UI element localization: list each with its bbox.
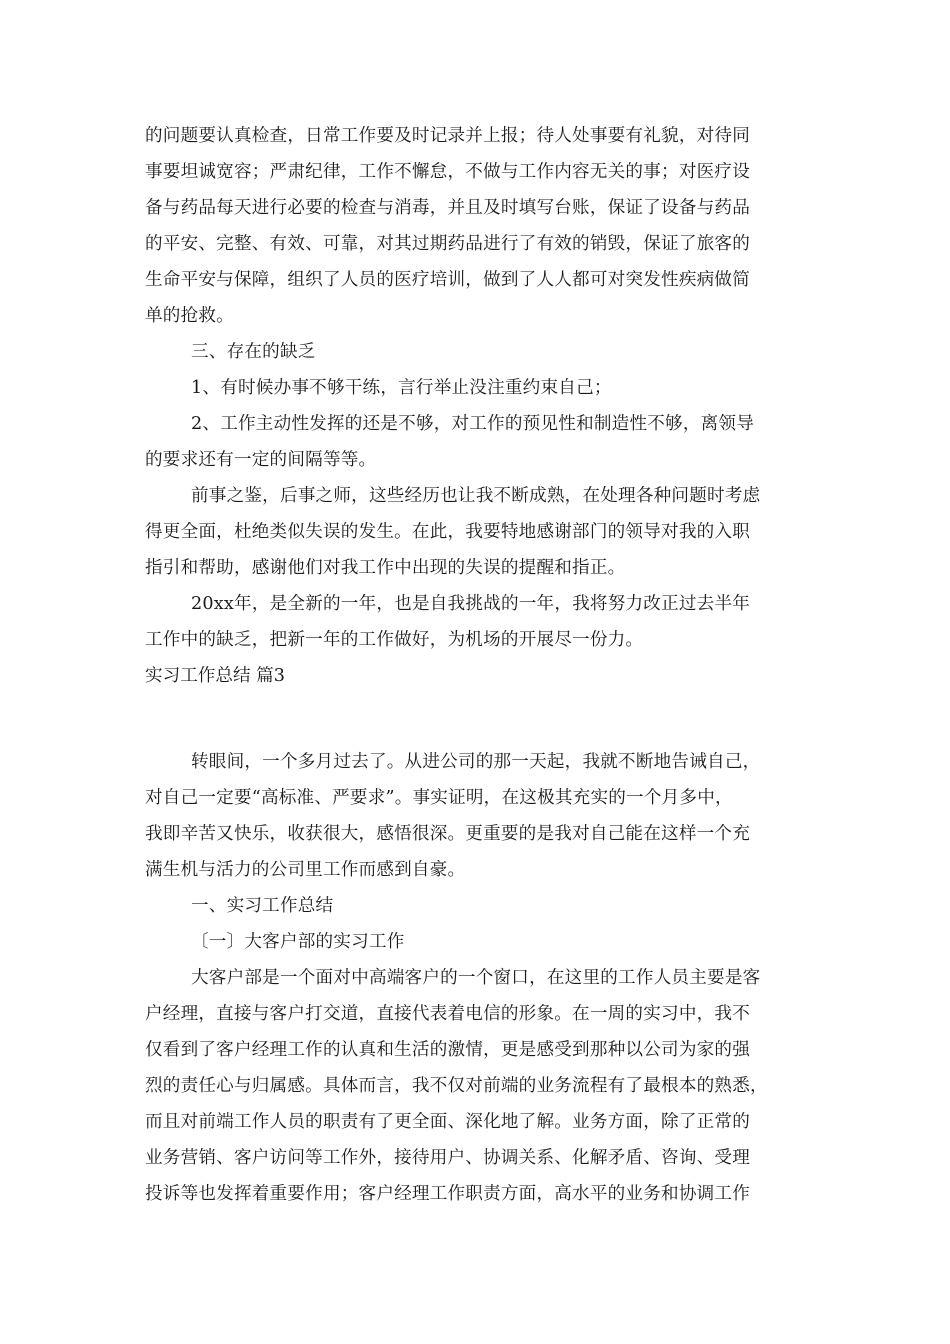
paragraph-line: 转眼间，一个多月过去了。从进公司的那一天起，我就不断地告诫自己， — [191, 752, 761, 772]
paragraph-line: 户经理，直接与客户打交道，直接代表着电信的形象。在一周的实习中，我不 — [145, 1004, 750, 1024]
list-item-continuation: 的要求还有一定的间隔等等。 — [145, 450, 377, 470]
article-title: 实习工作总结 篇3 — [145, 666, 285, 686]
paragraph-line: 业务营销、客户访问等工作外，接待用户、协调关系、化解矛盾、咨询、受理 — [145, 1148, 750, 1168]
list-item: 2、工作主动性发挥的还是不够，对工作的预见性和制造性不够，离领导 — [191, 414, 755, 434]
paragraph-line: 烈的责任心与归属感。具体而言，我不仅对前端的业务流程有了最根本的熟悉， — [145, 1076, 768, 1096]
section-heading: 一、实习工作总结 — [191, 896, 334, 916]
paragraph-line: 20xx年，是全新的一年，也是自我挑战的一年，我将努力改正过去半年 — [191, 594, 751, 614]
section-heading: 三、存在的缺乏 — [191, 342, 316, 362]
paragraph-line: 生命平安与保障，组织了人员的医疗培训，做到了人人都可对突发性疾病做简 — [145, 270, 750, 290]
paragraph-line: 事要坦诚宽容；严肃纪律，工作不懈怠，不做与工作内容无关的事；对医疗设 — [145, 162, 750, 182]
paragraph-line: 大客户部是一个面对中高端客户的一个窗口，在这里的工作人员主要是客 — [191, 968, 761, 988]
paragraph-line: 备与药品每天进行必要的检查与消毒，并且及时填写台账，保证了设备与药品 — [145, 198, 750, 218]
list-item: 1、有时候办事不够干练，言行举止没注重约束自己； — [191, 378, 612, 398]
paragraph-line: 前事之鉴，后事之师，这些经历也让我不断成熟，在处理各种问题时考虑 — [191, 486, 761, 506]
paragraph-line: 单的抢救。 — [145, 306, 234, 326]
paragraph-line: 而且对前端工作人员的职责有了更全面、深化地了解。业务方面，除了正常的 — [145, 1112, 750, 1132]
paragraph-line: 仅看到了客户经理工作的认真和生活的激情，更是感受到那种以公司为家的强 — [145, 1040, 750, 1060]
paragraph-line: 满生机与活力的公司里工作而感到自豪。 — [145, 860, 466, 880]
paragraph-line: 得更全面，杜绝类似失误的发生。在此，我要特地感谢部门的领导对我的入职 — [145, 522, 750, 542]
document-body — [145, 118, 809, 1212]
spacer — [145, 694, 809, 744]
paragraph-line: 对自己一定要“高标准、严要求”。事实证明，在这极其充实的一个月多中， — [145, 788, 733, 808]
paragraph-line: 投诉等也发挥着重要作用；客户经理工作职责方面，高水平的业务和协调工作 — [145, 1184, 750, 1204]
paragraph-line: 的问题要认真检查，日常工作要及时记录并上报；待人处事要有礼貌，对待同 — [145, 126, 750, 146]
paragraph-line: 工作中的缺乏，把新一年的工作做好，为机场的开展尽一份力。 — [145, 630, 644, 650]
subsection-heading: 〔一〕大客户部的实习工作 — [191, 932, 405, 952]
paragraph-line: 我即辛苦又快乐，收获很大，感悟很深。更重要的是我对自己能在这样一个充 — [145, 824, 750, 844]
paragraph-line: 指引和帮助，感谢他们对我工作中出现的失误的提醒和指正。 — [145, 558, 626, 578]
paragraph-line: 的平安、完整、有效、可靠，对其过期药品进行了有效的销毁，保证了旅客的 — [145, 234, 750, 254]
